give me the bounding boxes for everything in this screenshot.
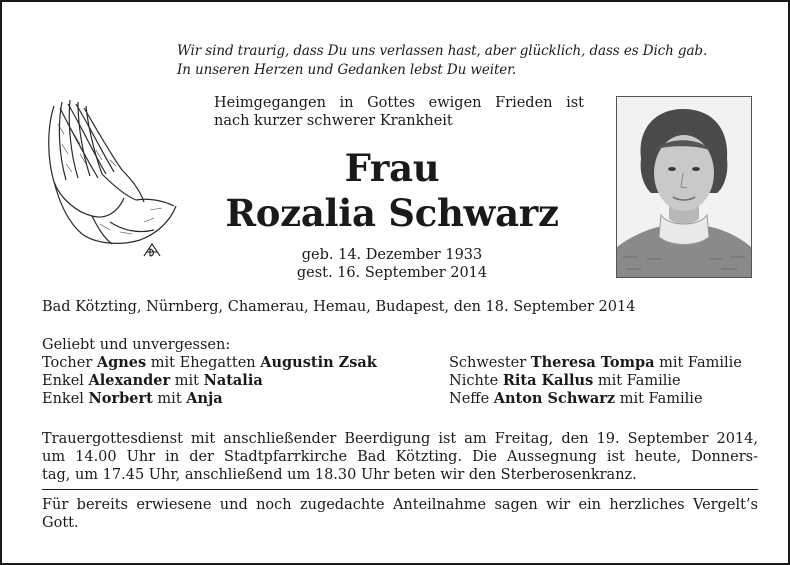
- connector: mit: [152, 391, 187, 407]
- mourners-heading: Geliebt und unvergessen:: [42, 337, 231, 353]
- mourner-name: Theresa Tompa: [530, 354, 655, 371]
- mourner-name: Natalia: [203, 372, 263, 389]
- portrait-photo: [616, 96, 752, 278]
- place-and-date: Bad Kötzting, Nürnberg, Chamerau, Hemau, Budapest, den 18. September 2014: [42, 299, 636, 315]
- intro-text: [214, 94, 584, 130]
- mourner-name: Rita Kallus: [502, 372, 594, 389]
- mourner-name: Agnes: [96, 354, 147, 371]
- connector: mit: [170, 373, 204, 389]
- suffix: mit Familie: [654, 355, 742, 371]
- suffix: mit Familie: [615, 391, 703, 407]
- deceased-name: Rozalia Schwarz: [225, 191, 559, 235]
- service-line-1: Trauergottesdienst mit anschließender Beerdigung ist am Freitag, den 19. September 2014,: [42, 431, 758, 447]
- thanks-line-1: Für bereits erwiesene und noch zugedachte Anteilnahme sagen wir ein herzliches Vergelt’s: [42, 497, 758, 513]
- mourner-name: Anton Schwarz: [493, 390, 616, 407]
- relation: Neffe: [449, 391, 494, 407]
- life-dates: [192, 246, 592, 282]
- mourner-name: Alexander: [88, 372, 171, 389]
- relation: Tocher: [42, 355, 97, 371]
- mourners-right-column: [449, 354, 758, 408]
- mourner-row: [449, 354, 758, 372]
- mourner-row: [42, 390, 449, 408]
- mourner-row: [42, 354, 449, 372]
- motto: [177, 42, 767, 80]
- motto-line-1: Wir sind traurig, dass Du uns verlassen hast, aber glücklich, dass es Dich gab.: [177, 43, 708, 59]
- praying-hands-icon: [40, 94, 180, 264]
- mourner-name: Norbert: [88, 390, 153, 407]
- funeral-service-info: [42, 430, 758, 484]
- thanks-line-2: Gott.: [42, 515, 79, 531]
- thanks-note: [42, 496, 758, 532]
- service-line-3: tag, um 17.45 Uhr, anschließend um 18.30 Uhr beten wir den Sterberosenkranz.: [42, 467, 637, 483]
- intro-line-2: nach kurzer schwerer Krankheit: [214, 113, 453, 129]
- birth-date: geb. 14. Dezember 1933: [301, 247, 483, 263]
- mourner-row: [449, 372, 758, 390]
- mourner-name: Augustin Zsak: [260, 354, 377, 371]
- relation: Enkel: [42, 391, 89, 407]
- death-date: gest. 16. September 2014: [296, 265, 488, 281]
- relation: Nichte: [449, 373, 503, 389]
- connector: mit Ehegatten: [146, 355, 261, 371]
- relation: Schwester: [449, 355, 531, 371]
- mourners-left-column: [42, 354, 449, 408]
- intro-line-1: Heimgegangen in Gottes ewigen Frieden ist: [214, 95, 584, 111]
- motto-line-2: In unseren Herzen und Gedanken lebst Du weiter.: [177, 62, 517, 78]
- artist-monogram: [144, 244, 160, 256]
- service-line-2: um 14.00 Uhr in der Stadtpfarrkirche Bad Kötzting. Die Aussegnung ist heute, Donners-: [42, 449, 758, 465]
- salutation: Frau: [344, 146, 440, 190]
- suffix: mit Familie: [593, 373, 681, 389]
- mourner-row: [449, 390, 758, 408]
- mourner-name: Anja: [186, 390, 223, 407]
- relation: Enkel: [42, 373, 89, 389]
- divider: [42, 489, 758, 490]
- mourner-row: [42, 372, 449, 390]
- mourners-section: [42, 336, 758, 408]
